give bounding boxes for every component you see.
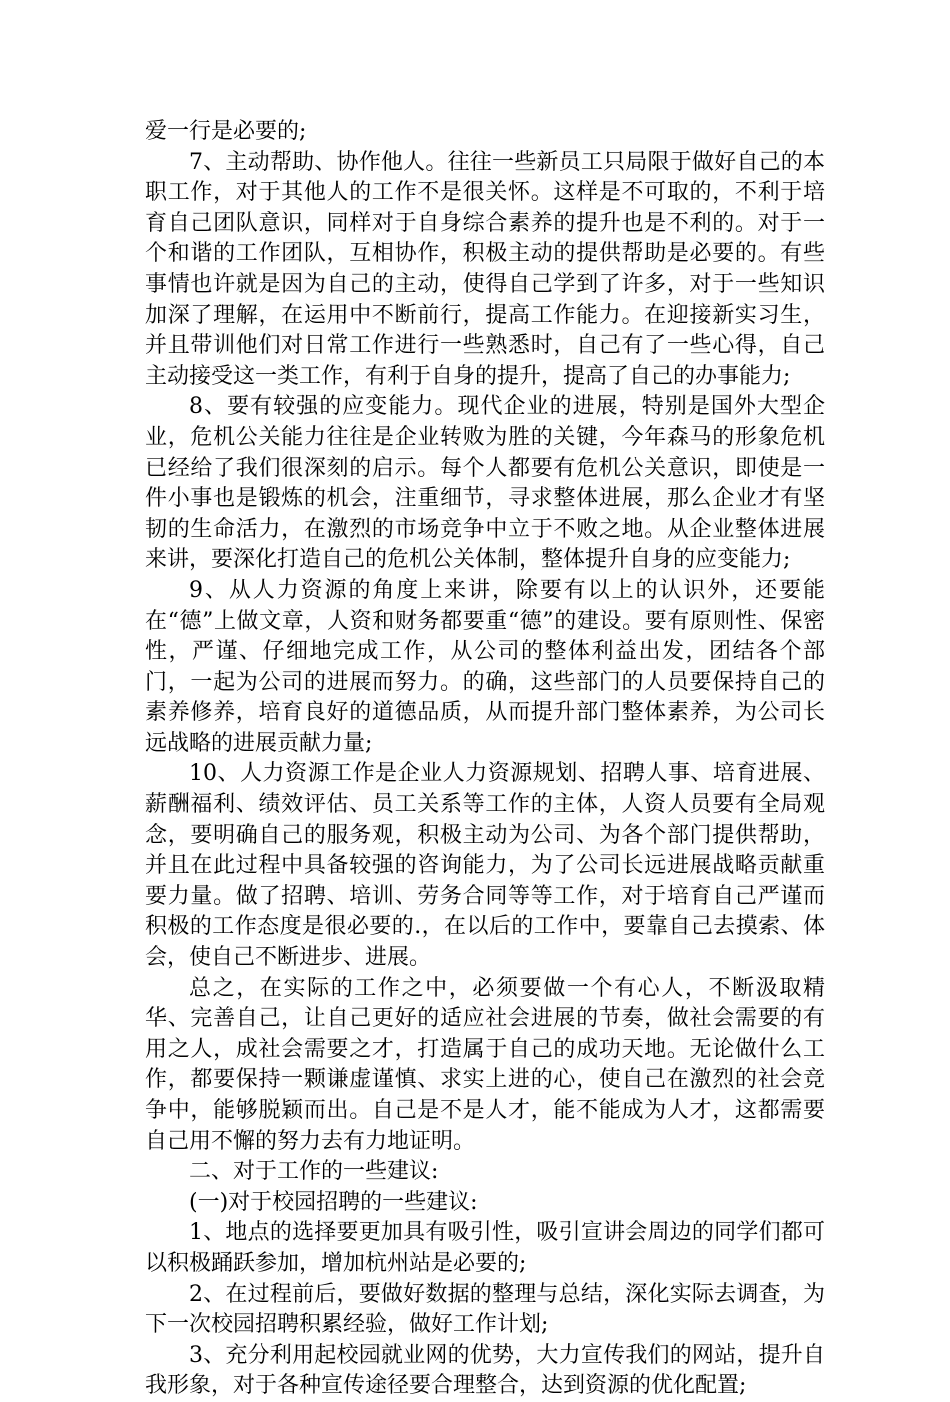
paragraph-summary: 总之，在实际的工作之中，必须要做一个有心人，不断汲取精华、完善自己，让自己更好的适应社会进展的节奏，做社会需要的有用之人，成社会需要之才，打造属于自己的成功天地。无论做什么工作，都要保持一颗谦虚谨慎、求实上进的心，使自己在激烈的社会竞争中，能够脱颖而出。自己是不是人才，能不能成为人才，这都需要自己用不懈的努力去有力地证明。	[145, 975, 825, 1154]
paragraph-item-9: 9、从人力资源的角度上来讲，除要有以上的认识外，还要能在“德”上做文章，人资和财务都要重“德”的建设。要有原则性、保密性，严谨、仔细地完成工作，从公司的整体利益出发，团结各个部门，一起为公司的进展而努力。的确，这些部门的人员要保持自己的素养修养，培育良好的道德品质，从而提升部门整体素养，为公司长远战略的进展贡献力量;	[145, 577, 825, 756]
paragraph-item-7: 7、主动帮助、协作他人。往往一些新员工只局限于做好自己的本职工作，对于其他人的工作不是很关怀。这样是不可取的，不利于培育自己团队意识，同样对于自身综合素养的提升也是不利的。对于一个和谐的工作团队，互相协作，积极主动的提供帮助是必要的。有些事情也许就是因为自己的主动，使得自己学到了许多，对于一些知识加深了理解，在运用中不断前行，提高工作能力。在迎接新实习生，并且带训他们对日常工作进行一些熟悉时，自己有了一些心得，自己主动接受这一类工作，有利于自身的提升，提高了自己的办事能力;	[145, 149, 825, 389]
suggestion-item-2: 2、在过程前后，要做好数据的整理与总结，深化实际去调查，为下一次校园招聘积累经验，做好工作计划;	[145, 1281, 825, 1338]
paragraph-item-10: 10、人力资源工作是企业人力资源规划、招聘人事、培育进展、薪酬福利、绩效评估、员工关系等工作的主体，人资人员要有全局观念，要明确自己的服务观，积极主动为公司、为各个部门提供帮助，并且在此过程中具备较强的咨询能力，为了公司长远进展战略贡献重要力量。做了招聘、培训、劳务合同等等工作，对于培育自己严谨而积极的工作态度是很必要的.，在以后的工作中，要靠自己去摸索、体会，使自己不断进步、进展。	[145, 761, 825, 971]
document-page	[145, 117, 825, 1402]
suggestion-item-3: 3、充分利用起校园就业网的优势，大力宣传我们的网站，提升自我形象，对于各种宣传途径要合理整合，达到资源的优化配置;	[145, 1342, 825, 1399]
suggestion-item-1: 1、地点的选择要更加具有吸引性，吸引宣讲会周边的同学们都可以积极踊跃参加，增加杭州站是必要的;	[145, 1220, 825, 1276]
section-heading-2: 二、对于工作的一些建议:	[189, 1159, 439, 1185]
subsection-heading-1: (一)对于校园招聘的一些建议:	[189, 1189, 478, 1215]
paragraph-continuation: 爱一行是必要的;	[145, 119, 307, 144]
paragraph-item-8: 8、要有较强的应变能力。现代企业的进展，特别是国外大型企业，危机公关能力往往是企业转败为胜的关键，今年森马的形象危机已经给了我们很深刻的启示。每个人都要有危机公关意识，即使是一件小事也是锻炼的机会，注重细节，寻求整体进展，那么企业才有坚韧的生命活力，在激烈的市场竞争中立于不败之地。从企业整体进展来讲，要深化打造自己的危机公关体制，整体提升自身的应变能力;	[145, 394, 825, 573]
